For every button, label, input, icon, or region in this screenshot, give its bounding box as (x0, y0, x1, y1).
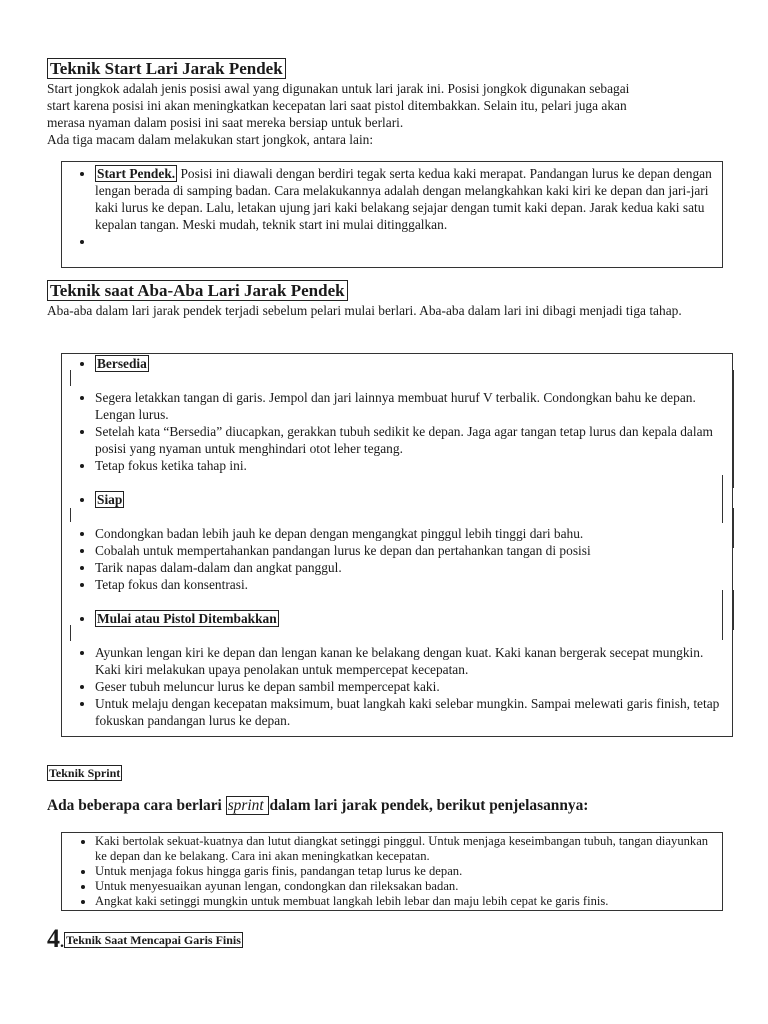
list-item: • Segera letakkan tangan di garis. Jempol dan jari lainnya membuat huruf V terbalik. Condongkan bahu ke depan. Lengan lurus. (95, 389, 722, 423)
list-item: • Kaki bertolak sekuat-kuatnya dan lutut diangkat setinggi pinggul. Untuk menjaga keseimbangan tubuh, tangan diayunkan ke depan dan ke belakang. Cara ini akan meningkatkan kecepatan. (95, 834, 714, 864)
stage3-heading-list (62, 610, 732, 627)
section2-title-wrap (47, 281, 348, 301)
stage-heading (95, 355, 722, 372)
section3-list-box (61, 832, 723, 911)
section3-heading (47, 796, 588, 815)
stage2-list (62, 525, 732, 593)
section3-title: Teknik Sprint (49, 766, 121, 780)
section2-intro: Aba-aba dalam lari jarak pendek terjadi sebelum pelari mulai berlari. Aba-aba dalam lari ini dibagi menjadi tiga tahap. (47, 303, 682, 318)
section4-dot: . (60, 934, 64, 951)
intro-line-4: Ada tiga macam dalam melakukan start jongkok, antara lain: (47, 132, 374, 147)
section1-list (62, 165, 722, 250)
stage-heading (95, 491, 722, 508)
section1-title-wrap (47, 59, 286, 79)
list-item-empty (95, 233, 714, 250)
section1-title: Teknik Start Lari Jarak Pendek (47, 58, 286, 79)
section1-list-box (61, 161, 723, 268)
border-bar (733, 590, 734, 630)
list-item: • Condongkan badan lebih jauh ke depan dengan mengangkat pinggul lebih tinggi dari bahu. (95, 525, 722, 542)
list-item: • Geser tubuh meluncur lurus ke depan sambil mempercepat kaki. (95, 678, 722, 695)
section2-list-box (61, 353, 733, 737)
list-item: • Untuk menyesuaikan ayunan lengan, condongkan dan rileksakan badan. (95, 879, 714, 894)
section4-number: 4 (47, 924, 60, 953)
list-item: • Untuk melaju dengan kecepatan maksimum, buat langkah kaki selebar mungkin. Sampai melewati garis finish, tetap fokuskan pandangan lurus ke depan. (95, 695, 722, 729)
stage3-label: Mulai atau Pistol Ditembakkan (97, 611, 277, 626)
list-item: • Tetap fokus dan konsentrasi. (95, 576, 722, 593)
heading-sprint: sprint (227, 797, 268, 814)
stage1-list (62, 389, 732, 474)
list-item: • Untuk menjaga fokus hingga garis finis, pandangan tetap lurus ke depan. (95, 864, 714, 879)
section2-intro-wrap (47, 302, 727, 319)
border-bar (733, 508, 734, 548)
stage2-heading-list (62, 491, 732, 508)
section2-title: Teknik saat Aba-Aba Lari Jarak Pendek (47, 280, 348, 301)
item-text: Posisi ini diawali dengan berdiri tegak serta kedua kaki merapat. Pandangan lurus ke depan dengan lengan berada di samping badan. Cara melakukannya adalah dengan melangkahkan kaki kiri ke depan dan jari-jari kaki lurus ke depan. Lalu, letakan ujung jari kaki belakang sejajar dengan tumit kaki depan. Jarak kedua kaki satu kepalan tangan. Meski mudah, teknik start ini mulai ditinggalkan. (95, 166, 712, 232)
stage1-label: Bersedia (97, 356, 147, 371)
intro-line-3: merasa nyaman dalam posisi ini saat mereka bersiap untuk berlari. (47, 115, 404, 130)
stage1-heading-list (62, 355, 732, 372)
section4-title: Teknik Saat Mencapai Garis Finis (66, 933, 241, 947)
list-item: • Tarik napas dalam-dalam dan angkat panggul. (95, 559, 722, 576)
section3-title-wrap (47, 766, 122, 781)
intro-line-1: Start jongkok adalah jenis posisi awal yang digunakan untuk lari jarak ini. Posisi jongkok digunakan sebagai (47, 81, 630, 96)
section1-intro (47, 80, 737, 148)
list-item: • Ayunkan lengan kiri ke depan dan lengan kanan ke belakang dengan kuat. Kaki kanan bergerak secepat mungkin. Kaki kiri melakukan upaya penolakan untuk mempercepat kecepatan. (95, 644, 722, 678)
border-bar (733, 370, 734, 488)
heading-pre: Ada beberapa cara berlari (47, 797, 226, 814)
list-item (95, 165, 714, 233)
section4-heading (47, 924, 243, 954)
stage3-list (62, 644, 732, 729)
stage-heading (95, 610, 722, 627)
list-item: • Tetap fokus ketika tahap ini. (95, 457, 722, 474)
list-item: • Setelah kata “Bersedia” diucapkan, gerakkan tubuh sedikit ke depan. Jaga agar tangan tetap lurus dan kepala dalam posisi yang nyaman untuk menghindari otot leher tegang. (95, 423, 722, 457)
list-item: • Cobalah untuk mempertahankan pandangan lurus ke depan dan pertahankan tangan di posisi (95, 542, 722, 559)
intro-line-2: start karena posisi ini akan meningkatkan kecepatan lari saat pistol ditembakkan. Selain itu, pelari juga akan (47, 98, 627, 113)
stage2-label: Siap (97, 492, 123, 507)
list-item: • Angkat kaki setinggi mungkin untuk membuat langkah lebih lebar dan maju lebih cepat ke garis finis. (95, 894, 714, 909)
section3-list (62, 834, 722, 909)
item-label: Start Pendek. (97, 166, 176, 181)
heading-post: dalam lari jarak pendek, berikut penjelasannya: (269, 797, 589, 814)
